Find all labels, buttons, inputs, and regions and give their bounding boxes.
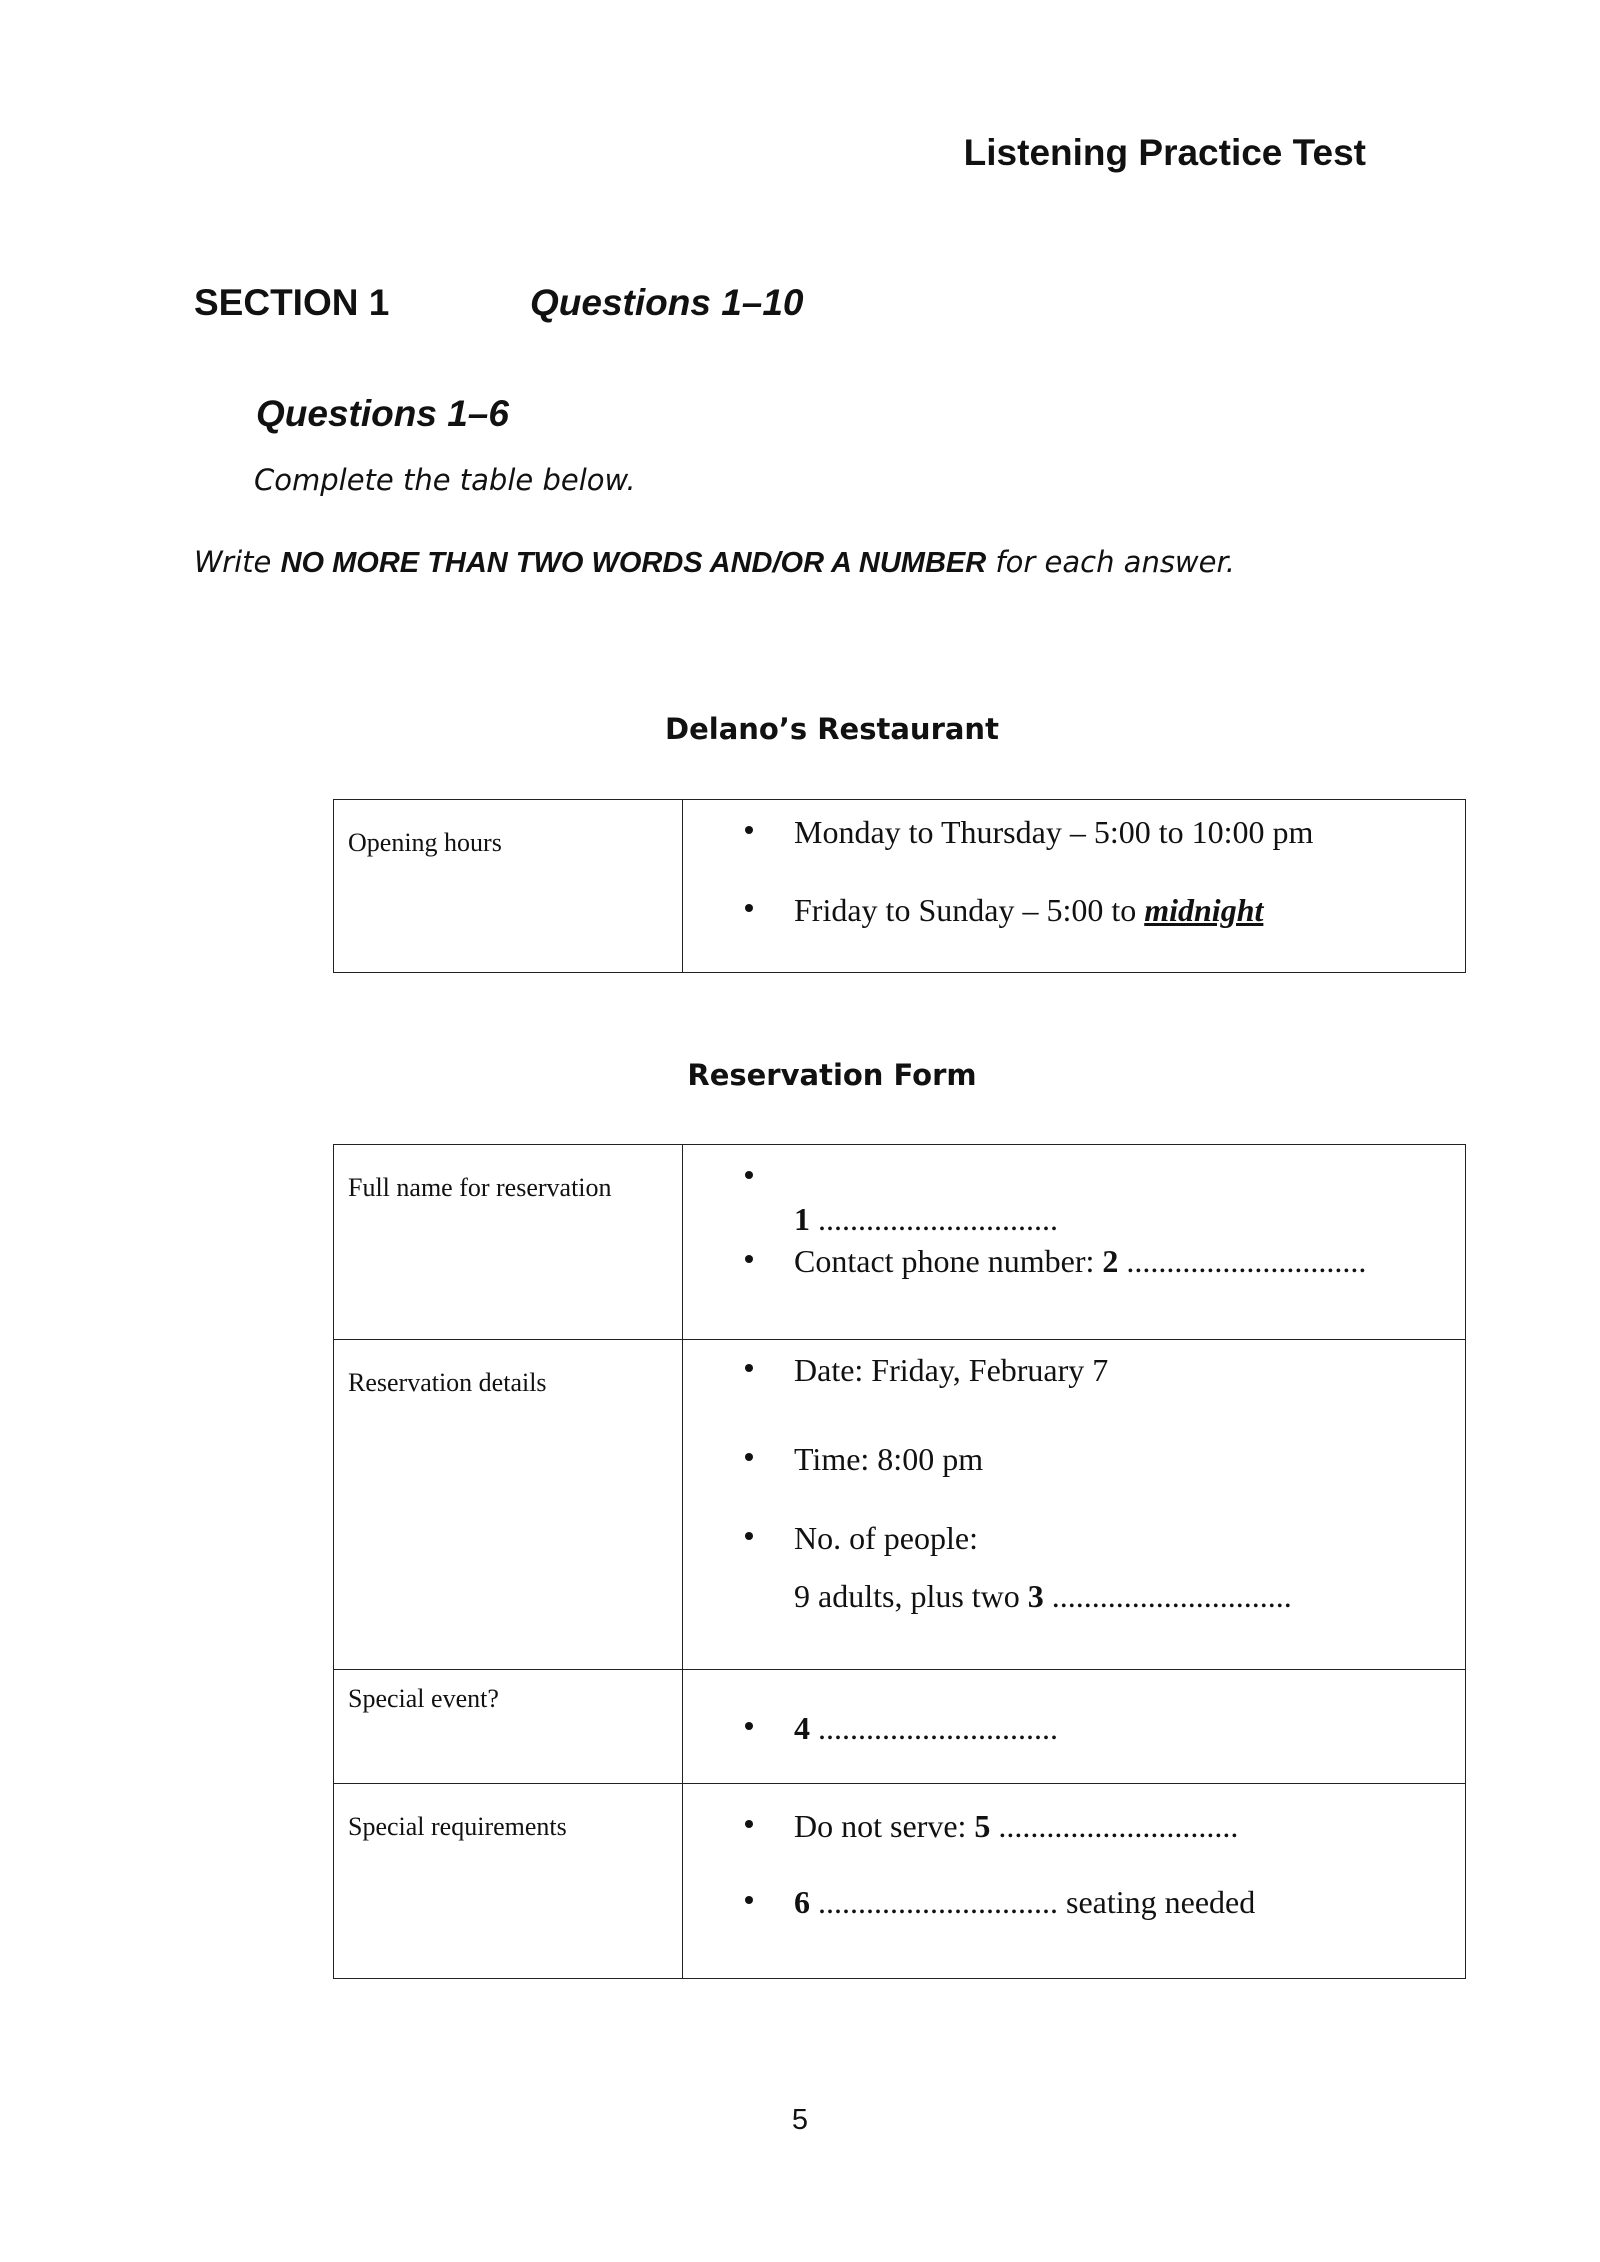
list-item-text: No. of people:	[794, 1520, 978, 1556]
answer-blank[interactable]: ..............................	[1126, 1243, 1367, 1279]
row-label: Special event?	[334, 1670, 683, 1784]
example-answer: midnight	[1144, 892, 1264, 928]
bullet-icon	[745, 1364, 753, 1372]
bullet-icon	[745, 1722, 753, 1730]
bullet-icon	[745, 904, 753, 912]
section-label: SECTION 1	[194, 282, 390, 323]
row-label: Opening hours	[334, 800, 683, 973]
table-row	[334, 1784, 1466, 1979]
bullet-icon	[745, 1171, 753, 1179]
row-content	[683, 1145, 1466, 1340]
question-number: 5	[974, 1808, 991, 1844]
question-number: 3	[1027, 1578, 1044, 1614]
list-item-text	[794, 1201, 1058, 1238]
list-item-text: 6 .............................. seating needed	[794, 1884, 1256, 1920]
list-item-text: Friday to Sunday – 5:00 to midnight	[794, 892, 1264, 928]
row-label: Full name for reservation	[334, 1145, 683, 1340]
instruction-word-limit	[194, 545, 1235, 580]
row-label: Special requirements	[334, 1784, 683, 1979]
list-item-continuation: 9 adults, plus two 3 ..............................	[794, 1578, 1292, 1614]
row-content	[683, 800, 1466, 973]
table-row	[334, 800, 1466, 973]
answer-blank[interactable]: ..............................	[818, 1201, 1058, 1237]
list-item-text: Monday to Thursday – 5:00 to 10:00 pm	[794, 814, 1314, 850]
row-label: Reservation details	[334, 1340, 683, 1670]
table-row	[334, 1145, 1466, 1340]
instruction-suffix: for each answer.	[995, 545, 1235, 579]
answer-blank[interactable]: ..............................	[818, 1884, 1058, 1920]
row-content	[683, 1670, 1466, 1784]
restaurant-hours-table	[333, 799, 1466, 973]
list-item-text: Date: Friday, February 7	[794, 1352, 1109, 1388]
answer-blank[interactable]: ..............................	[998, 1808, 1239, 1844]
instruction-prefix: Write	[194, 545, 272, 579]
reservation-form-table	[333, 1144, 1466, 1979]
bullet-icon	[745, 1255, 753, 1263]
list-item-text: Time: 8:00 pm	[794, 1441, 984, 1477]
questions-group-heading: Questions 1–6	[256, 393, 509, 434]
instruction-complete-table: Complete the table below.	[254, 463, 636, 497]
page-number: 5	[791, 2104, 809, 2136]
section-question-range: Questions 1–10	[530, 282, 804, 323]
answer-blank[interactable]: ..............................	[818, 1710, 1058, 1746]
question-number: 6	[794, 1884, 810, 1920]
question-number: 4	[794, 1710, 810, 1746]
page-header-title: Listening Practice Test	[963, 132, 1366, 173]
bullet-icon	[745, 1896, 753, 1904]
bullet-icon	[745, 826, 753, 834]
reservation-form-title: Reservation Form	[687, 1058, 977, 1092]
bullet-icon	[745, 1532, 753, 1540]
instruction-word-limit-bold: NO MORE THAN TWO WORDS AND/OR A NUMBER	[280, 547, 987, 579]
row-content	[683, 1784, 1466, 1979]
row-content	[683, 1340, 1466, 1670]
table-row	[334, 1340, 1466, 1670]
answer-blank[interactable]: ..............................	[1051, 1578, 1292, 1614]
list-item-text: Do not serve: 5 ..............................	[794, 1808, 1239, 1844]
bullet-icon	[745, 1820, 753, 1828]
question-number: 1	[794, 1201, 810, 1237]
bullet-icon	[745, 1453, 753, 1461]
restaurant-table-title: Delano’s Restaurant	[665, 712, 999, 746]
table-row	[334, 1670, 1466, 1784]
question-number: 2	[1102, 1243, 1119, 1279]
list-item-text	[794, 1710, 1058, 1747]
list-item-text: Contact phone number: 2 ..............................	[794, 1243, 1367, 1279]
